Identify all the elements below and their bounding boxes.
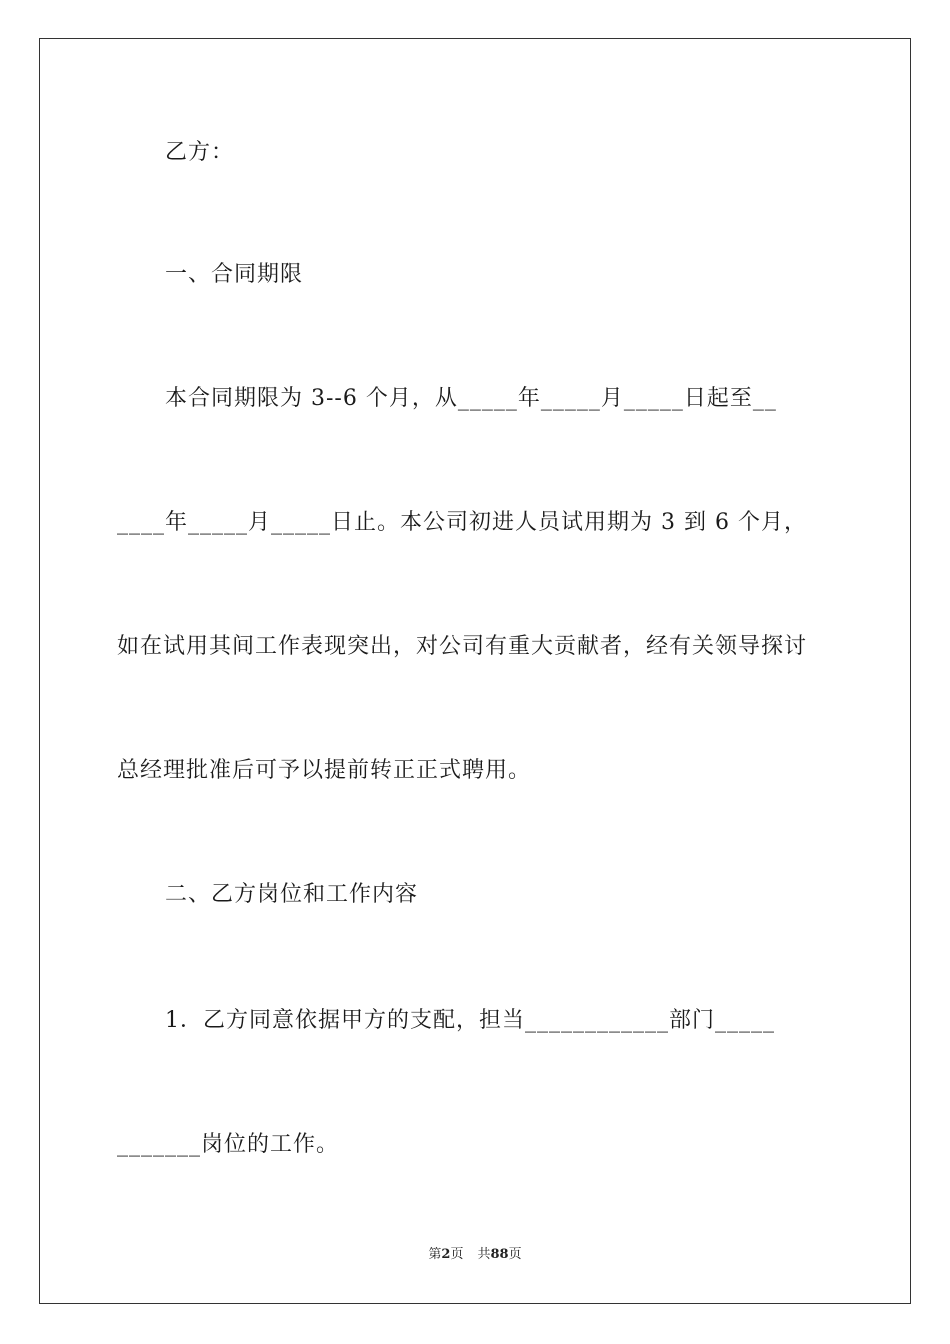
page-footer	[0, 1246, 950, 1264]
paragraph-line: 1．乙方同意依据甲方的支配，担当____________部门_____	[165, 1008, 775, 1033]
section-heading-contract-term: 一、合同期限	[165, 262, 304, 287]
total-pages-number: 88	[490, 1247, 509, 1262]
total-suffix: 页	[508, 1247, 522, 1262]
total-prefix: 共	[477, 1247, 491, 1262]
paragraph-line: 总经理批准后可予以提前转正正式聘用。	[117, 758, 532, 783]
page-frame	[39, 38, 911, 1304]
page-prefix: 第	[428, 1247, 442, 1262]
party-b-label: 乙方：	[165, 140, 235, 165]
current-page-number: 2	[441, 1247, 451, 1262]
paragraph-line: ____年_____月_____日止。本公司初进人员试用期为 3 到 6 个月，	[117, 510, 807, 535]
paragraph-line: 如在试用其间工作表现突出，对公司有重大贡献者，经有关领导探讨	[117, 634, 808, 659]
section-heading-position: 二、乙方岗位和工作内容	[165, 882, 419, 907]
paragraph-line: _______岗位的工作。	[117, 1132, 340, 1157]
page-suffix: 页	[450, 1247, 464, 1262]
paragraph-line: 本合同期限为 3--6 个月，从_____年_____月_____日起至__	[165, 386, 777, 411]
